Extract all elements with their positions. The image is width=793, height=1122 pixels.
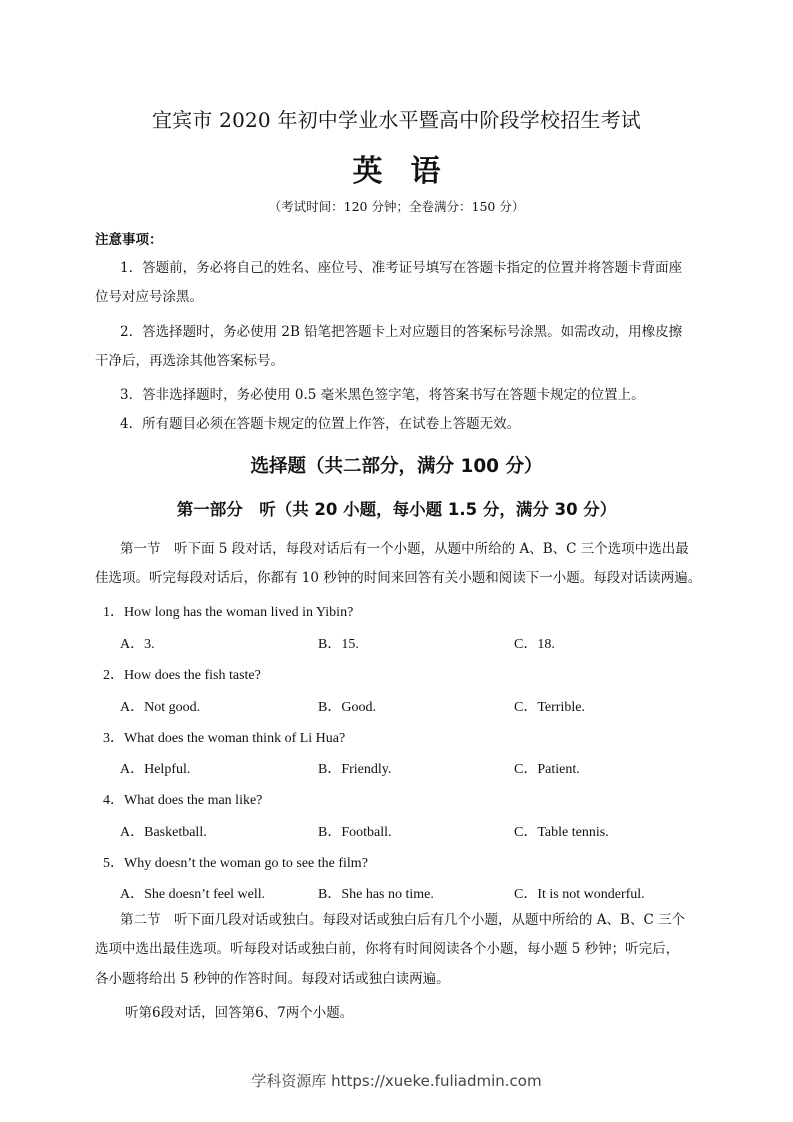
question-4: 4．What does the man like? <box>103 793 263 808</box>
question-4-option-b: B．Football. <box>318 825 392 840</box>
notice-item-1-line-2: 位号对应号涂黑。 <box>95 289 203 305</box>
section1-intro-line-1: 第一节 听下面 5 段对话，每段对话后有一个小题，从题中所给的 A、B、C 三个选项中选出最 <box>120 541 689 557</box>
question-3: 3．What does the woman think of Li Hua? <box>103 731 346 746</box>
question-1-option-a: A．3. <box>120 637 155 652</box>
question-1: 1．How long has the woman lived in Yibin? <box>103 605 354 620</box>
question-5: 5．Why doesn’t the woman go to see the film? <box>103 856 368 871</box>
question-3-option-a: A．Helpful. <box>120 762 191 777</box>
part-title: 第一部分 听（共 20 小题，每小题 1.5 分，满分 30 分） <box>176 500 617 519</box>
exam-title: 宜宾市 2020 年初中学业水平暨高中阶段学校招生考试 <box>151 108 641 132</box>
question-5-option-b: B．She has no time. <box>318 887 434 902</box>
section2-instruction: 听第6段对话，回答第6、7两个小题。 <box>125 1005 354 1021</box>
section2-intro-line-3: 各小题将给出 5 秒钟的作答时间。每段对话或独白读两遍。 <box>95 971 450 987</box>
notice-item-2-line-2: 干净后，再选涂其他答案标号。 <box>95 353 284 369</box>
section1-intro-line-2: 佳选项。听完每段对话后，你都有 10 秒钟的时间来回答有关小题和阅读下一小题。每段对话读两遍。 <box>95 570 702 586</box>
question-2: 2．How does the fish taste? <box>103 668 261 683</box>
question-2-option-c: C．Terrible. <box>514 700 585 715</box>
question-3-option-c: C．Patient. <box>514 762 580 777</box>
notice-item-4: 4．所有题目必须在答题卡规定的位置上作答，在试卷上答题无效。 <box>120 416 521 432</box>
question-1-option-c: C．18. <box>514 637 555 652</box>
question-2-option-a: A．Not good. <box>120 700 201 715</box>
question-5-option-c: C．It is not wonderful. <box>514 887 645 902</box>
question-4-option-c: C．Table tennis. <box>514 825 609 840</box>
question-1-option-b: B．15. <box>318 637 359 652</box>
notice-item-2-line-1: 2．答选择题时，务必使用 2B 铅笔把答题卡上对应题目的答案标号涂黑。如需改动，用橡皮擦 <box>120 324 683 340</box>
section2-intro-line-2: 选项中选出最佳选项。听每段对话或独白前，你将有时间阅读各个小题，每小题 5 秒钟；听完后， <box>95 941 680 957</box>
footer-watermark: 学科资源库 https://xueke.fuliadmin.com <box>251 1072 542 1090</box>
notice-item-3: 3．答非选择题时，务必使用 0.5 毫米黑色签字笔，将答案书写在答题卡规定的位置上。 <box>120 387 645 403</box>
question-5-option-a: A．She doesn’t feel well. <box>120 887 266 902</box>
exam-info: （考试时间：120 分钟；全卷满分：150 分） <box>268 199 525 214</box>
question-2-option-b: B．Good. <box>318 700 376 715</box>
section-title: 选择题（共二部分，满分 100 分） <box>250 456 543 477</box>
question-4-option-a: A．Basketball. <box>120 825 207 840</box>
subject-title: 英语 <box>352 154 469 189</box>
notice-heading: 注意事项： <box>95 232 163 248</box>
notice-item-1-line-1: 1．答题前，务必将自己的姓名、座位号、准考证号填写在答题卡指定的位置并将答题卡背面座 <box>120 260 683 276</box>
section2-intro-line-1: 第二节 听下面几段对话或独白。每段对话或独白后有几个小题，从题中所给的 A、B、C 三个 <box>120 912 686 928</box>
question-3-option-b: B．Friendly. <box>318 762 392 777</box>
